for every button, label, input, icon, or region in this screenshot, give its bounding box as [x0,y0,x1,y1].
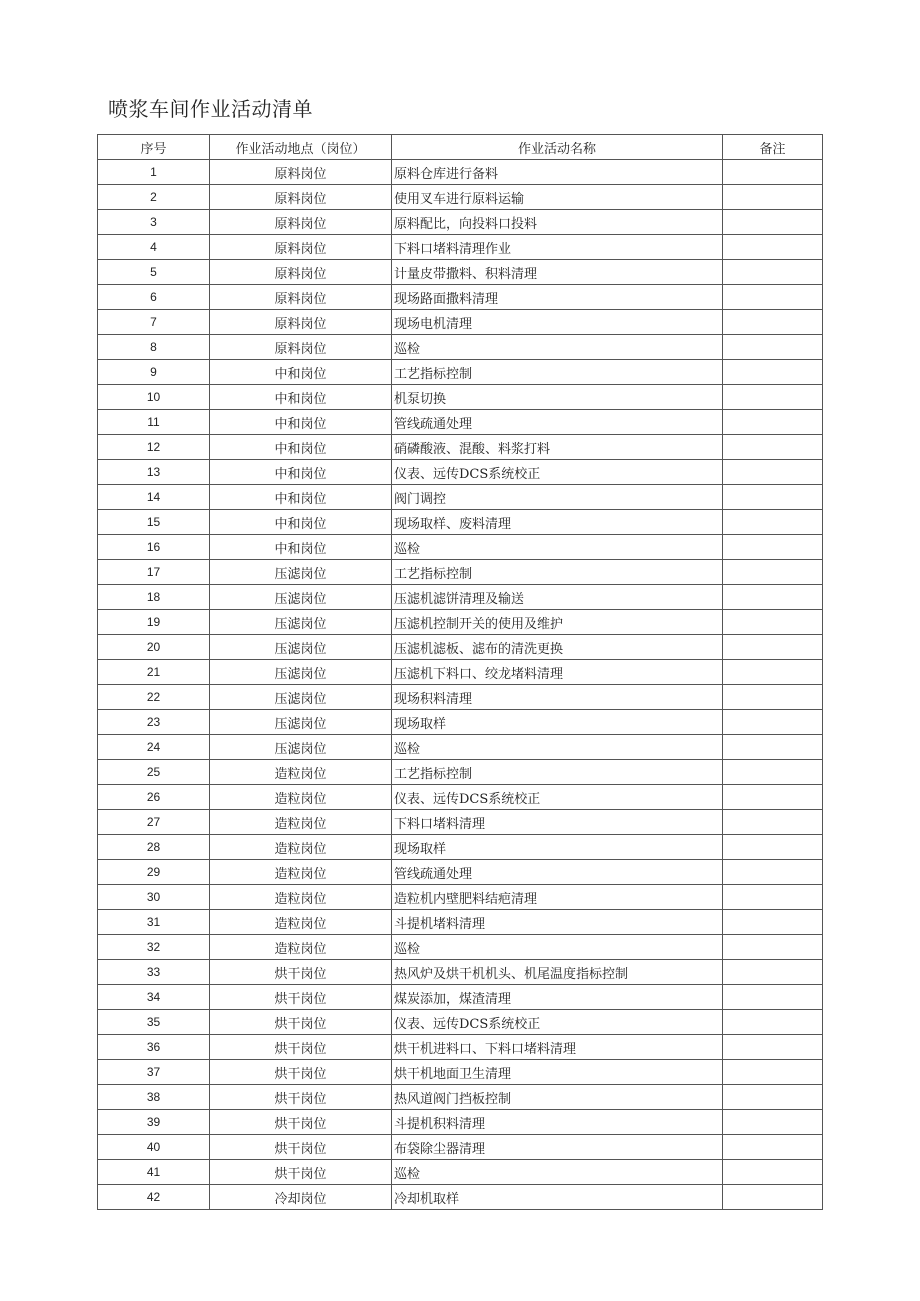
page-title: 喷浆车间作业活动清单 [108,97,313,121]
row-number: 7 [98,310,210,335]
row-number: 39 [98,1110,210,1135]
table-row [98,485,823,510]
row-note [723,735,823,760]
table-row [98,285,823,310]
row-note [723,860,823,885]
table-row [98,1160,823,1185]
row-location: 原料岗位 [210,335,392,360]
row-note [723,1135,823,1160]
table-row [98,860,823,885]
row-location: 压滤岗位 [210,610,392,635]
row-location: 原料岗位 [210,210,392,235]
header-note: 备注 [723,135,823,160]
row-activity: 工艺指标控制 [392,760,723,785]
table-row [98,810,823,835]
row-note [723,935,823,960]
row-note [723,310,823,335]
table-row [98,710,823,735]
row-number: 8 [98,335,210,360]
row-activity: 斗提机积料清理 [392,1110,723,1135]
row-activity: 巡检 [392,335,723,360]
row-activity: 仪表、远传DCS系统校正 [392,785,723,810]
row-activity: 现场电机清理 [392,310,723,335]
row-note [723,360,823,385]
row-note [723,1160,823,1185]
table-row [98,835,823,860]
table-row [98,360,823,385]
row-note [723,985,823,1010]
row-activity: 硝磷酸液、混酸、料浆打料 [392,435,723,460]
row-location: 原料岗位 [210,160,392,185]
row-number: 25 [98,760,210,785]
row-activity: 热风道阀门挡板控制 [392,1085,723,1110]
table-row [98,410,823,435]
row-activity: 巡检 [392,1160,723,1185]
row-number: 31 [98,910,210,935]
row-number: 30 [98,885,210,910]
row-activity: 现场路面撒料清理 [392,285,723,310]
row-number: 19 [98,610,210,635]
row-note [723,1010,823,1035]
row-activity: 下料口堵料清理 [392,810,723,835]
header-number: 序号 [98,135,210,160]
header-activity: 作业活动名称 [392,135,723,160]
row-number: 29 [98,860,210,885]
row-activity: 现场取样 [392,710,723,735]
row-location: 压滤岗位 [210,660,392,685]
row-activity: 管线疏通处理 [392,410,723,435]
row-location: 烘干岗位 [210,1035,392,1060]
row-note [723,560,823,585]
row-location: 冷却岗位 [210,1185,392,1210]
row-location: 压滤岗位 [210,710,392,735]
row-activity: 原料配比，向投料口投料 [392,210,723,235]
row-number: 42 [98,1185,210,1210]
row-number: 11 [98,410,210,435]
row-note [723,1035,823,1060]
row-activity: 工艺指标控制 [392,560,723,585]
table-row [98,610,823,635]
table-row [98,210,823,235]
row-activity: 现场取样 [392,835,723,860]
table-row [98,160,823,185]
row-activity: 巡检 [392,735,723,760]
row-note [723,510,823,535]
row-note [723,235,823,260]
activity-table [97,134,823,1210]
row-location: 压滤岗位 [210,560,392,585]
row-activity: 计量皮带撒料、积料清理 [392,260,723,285]
table-row [98,585,823,610]
row-activity: 下料口堵料清理作业 [392,235,723,260]
table-row [98,660,823,685]
row-activity: 仪表、远传DCS系统校正 [392,460,723,485]
row-note [723,835,823,860]
row-activity: 布袋除尘器清理 [392,1135,723,1160]
row-note [723,335,823,360]
row-location: 烘干岗位 [210,1160,392,1185]
row-location: 造粒岗位 [210,810,392,835]
row-note [723,610,823,635]
row-number: 41 [98,1160,210,1185]
row-location: 压滤岗位 [210,585,392,610]
table-row [98,385,823,410]
row-location: 烘干岗位 [210,1085,392,1110]
row-activity: 烘干机进料口、下料口堵料清理 [392,1035,723,1060]
table-row [98,1185,823,1210]
row-note [723,910,823,935]
row-location: 原料岗位 [210,235,392,260]
row-number: 1 [98,160,210,185]
row-number: 4 [98,235,210,260]
row-location: 烘干岗位 [210,1135,392,1160]
table-row [98,1010,823,1035]
row-activity: 使用叉车进行原料运输 [392,185,723,210]
row-number: 38 [98,1085,210,1110]
row-number: 21 [98,660,210,685]
row-number: 15 [98,510,210,535]
row-number: 32 [98,935,210,960]
row-note [723,885,823,910]
table-row [98,235,823,260]
row-number: 24 [98,735,210,760]
row-activity: 机泵切换 [392,385,723,410]
row-number: 3 [98,210,210,235]
row-note [723,285,823,310]
table-row [98,735,823,760]
row-activity: 阀门调控 [392,485,723,510]
row-note [723,185,823,210]
row-number: 26 [98,785,210,810]
table-row [98,335,823,360]
row-number: 6 [98,285,210,310]
table-row [98,435,823,460]
table-row [98,910,823,935]
row-note [723,1060,823,1085]
row-location: 压滤岗位 [210,735,392,760]
row-activity: 压滤机下料口、绞龙堵料清理 [392,660,723,685]
row-activity: 压滤机滤板、滤布的清洗更换 [392,635,723,660]
row-note [723,760,823,785]
row-number: 18 [98,585,210,610]
row-note [723,410,823,435]
row-number: 23 [98,710,210,735]
row-note [723,685,823,710]
row-location: 原料岗位 [210,285,392,310]
row-location: 造粒岗位 [210,910,392,935]
table-row [98,1135,823,1160]
table-row [98,260,823,285]
row-note [723,1110,823,1135]
row-number: 5 [98,260,210,285]
table-row [98,310,823,335]
row-activity: 造粒机内壁肥料结疤清理 [392,885,723,910]
row-number: 35 [98,1010,210,1035]
table-row [98,985,823,1010]
row-activity: 现场积料清理 [392,685,723,710]
row-note [723,1185,823,1210]
row-number: 10 [98,385,210,410]
row-location: 中和岗位 [210,410,392,435]
row-location: 原料岗位 [210,260,392,285]
table-row [98,1110,823,1135]
row-number: 9 [98,360,210,385]
row-number: 16 [98,535,210,560]
row-number: 12 [98,435,210,460]
row-note [723,160,823,185]
row-location: 造粒岗位 [210,835,392,860]
row-note [723,785,823,810]
header-location: 作业活动地点（岗位） [210,135,392,160]
row-activity: 压滤机滤饼清理及输送 [392,585,723,610]
row-activity: 原料仓库进行备料 [392,160,723,185]
table-header-row [98,135,823,160]
row-location: 中和岗位 [210,435,392,460]
table-row [98,685,823,710]
row-location: 中和岗位 [210,535,392,560]
row-number: 13 [98,460,210,485]
row-note [723,1085,823,1110]
row-location: 造粒岗位 [210,885,392,910]
row-number: 34 [98,985,210,1010]
row-location: 烘干岗位 [210,1010,392,1035]
row-activity: 巡检 [392,935,723,960]
row-note [723,435,823,460]
row-location: 烘干岗位 [210,1110,392,1135]
row-activity: 管线疏通处理 [392,860,723,885]
row-note [723,535,823,560]
row-activity: 巡检 [392,535,723,560]
row-note [723,460,823,485]
row-number: 37 [98,1060,210,1085]
row-note [723,585,823,610]
table-row [98,885,823,910]
row-number: 2 [98,185,210,210]
row-location: 原料岗位 [210,185,392,210]
row-location: 压滤岗位 [210,685,392,710]
row-activity: 热风炉及烘干机机头、机尾温度指标控制 [392,960,723,985]
row-note [723,485,823,510]
row-location: 造粒岗位 [210,860,392,885]
row-note [723,385,823,410]
row-number: 22 [98,685,210,710]
table-row [98,535,823,560]
table-row [98,560,823,585]
row-number: 40 [98,1135,210,1160]
row-activity: 烘干机地面卫生清理 [392,1060,723,1085]
row-location: 造粒岗位 [210,935,392,960]
row-location: 中和岗位 [210,460,392,485]
row-note [723,660,823,685]
row-note [723,710,823,735]
table-row [98,510,823,535]
table-row [98,185,823,210]
row-activity: 煤炭添加，煤渣清理 [392,985,723,1010]
row-number: 28 [98,835,210,860]
row-number: 17 [98,560,210,585]
row-note [723,810,823,835]
row-note [723,960,823,985]
row-location: 中和岗位 [210,385,392,410]
table-row [98,1060,823,1085]
row-location: 造粒岗位 [210,785,392,810]
row-location: 中和岗位 [210,510,392,535]
row-note [723,635,823,660]
row-location: 压滤岗位 [210,635,392,660]
row-note [723,210,823,235]
table-row [98,960,823,985]
table-row [98,935,823,960]
table-row [98,1035,823,1060]
row-location: 中和岗位 [210,485,392,510]
row-location: 原料岗位 [210,310,392,335]
row-activity: 冷却机取样 [392,1185,723,1210]
row-activity: 工艺指标控制 [392,360,723,385]
row-number: 14 [98,485,210,510]
row-activity: 压滤机控制开关的使用及维护 [392,610,723,635]
row-location: 中和岗位 [210,360,392,385]
row-location: 烘干岗位 [210,1060,392,1085]
row-number: 27 [98,810,210,835]
row-number: 33 [98,960,210,985]
row-number: 20 [98,635,210,660]
row-activity: 斗提机堵料清理 [392,910,723,935]
table-row [98,785,823,810]
table-row [98,460,823,485]
table-row [98,760,823,785]
table-row [98,635,823,660]
row-number: 36 [98,1035,210,1060]
row-activity: 现场取样、废料清理 [392,510,723,535]
row-location: 造粒岗位 [210,760,392,785]
row-location: 烘干岗位 [210,985,392,1010]
row-location: 烘干岗位 [210,960,392,985]
row-activity: 仪表、远传DCS系统校正 [392,1010,723,1035]
table-row [98,1085,823,1110]
row-note [723,260,823,285]
